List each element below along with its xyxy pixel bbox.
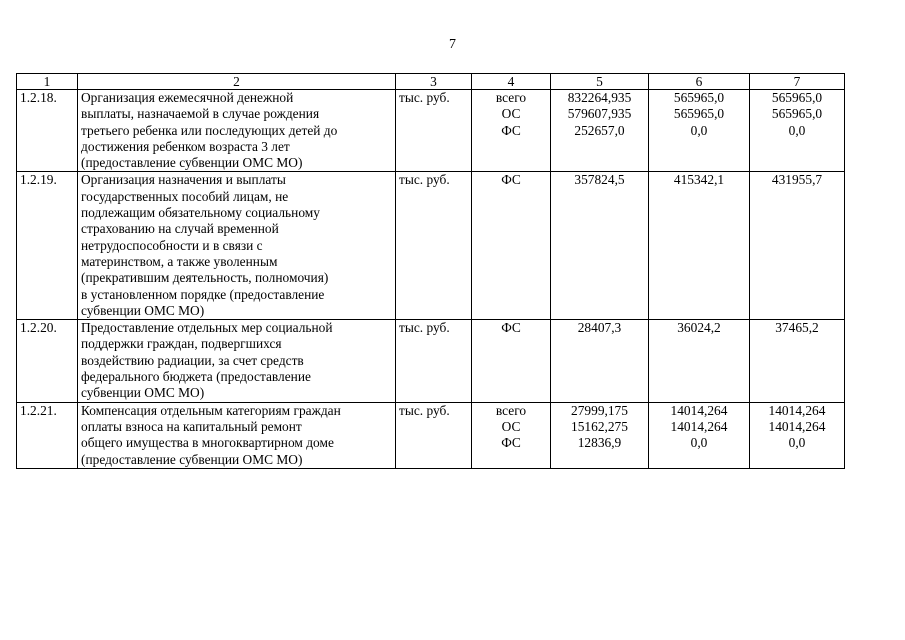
measure-name-line: поддержки граждан, подвергшихся bbox=[81, 336, 282, 352]
row-number: 1.2.21. bbox=[20, 402, 57, 418]
table-row bbox=[17, 320, 845, 402]
value-col5-cell bbox=[551, 90, 649, 172]
value-col5-cell bbox=[551, 402, 649, 468]
value-col5: 15162,275 bbox=[571, 418, 628, 434]
header-col-1: 1 bbox=[17, 74, 78, 90]
value-col7-cell bbox=[750, 320, 845, 402]
value-col5: 579607,935 bbox=[567, 106, 632, 122]
row-number-cell bbox=[17, 320, 78, 402]
page-number: 7 bbox=[449, 37, 456, 52]
unit-label: тыс. руб. bbox=[399, 402, 450, 418]
value-col7: 14014,264 bbox=[768, 418, 826, 434]
unit-label: тыс. руб. bbox=[399, 320, 450, 336]
value-col6-cell bbox=[649, 320, 750, 402]
budget-table bbox=[16, 73, 845, 469]
unit-cell bbox=[396, 90, 472, 172]
table-body bbox=[17, 90, 845, 469]
header-row bbox=[17, 74, 845, 90]
measure-name-line: (прекратившим деятельность, полномочия) bbox=[81, 270, 329, 286]
funding-source: всего bbox=[495, 90, 527, 105]
table-row bbox=[17, 90, 845, 172]
row-number: 1.2.20. bbox=[20, 320, 57, 336]
value-col6: 0,0 bbox=[690, 122, 708, 138]
unit-cell bbox=[396, 320, 472, 402]
measure-name-line: федерального бюджета (предоставление bbox=[81, 369, 311, 385]
value-col7: 0,0 bbox=[788, 122, 806, 138]
measure-name-line: Организация назначения и выплаты bbox=[81, 172, 286, 188]
value-col5: 28407,3 bbox=[577, 320, 622, 336]
measure-name-cell bbox=[78, 172, 396, 320]
funding-source: ФС bbox=[501, 320, 521, 336]
row-number-cell bbox=[17, 172, 78, 320]
unit-cell bbox=[396, 402, 472, 468]
value-col7: 565965,0 bbox=[771, 90, 823, 105]
value-col6-cell bbox=[649, 172, 750, 320]
measure-name-cell bbox=[78, 402, 396, 468]
unit-cell bbox=[396, 172, 472, 320]
value-col5-cell bbox=[551, 172, 649, 320]
funding-source: ОС bbox=[501, 106, 521, 122]
value-col7-cell bbox=[750, 90, 845, 172]
value-col5-cell bbox=[551, 320, 649, 402]
measure-name-line: воздействию радиации, за счет средств bbox=[81, 352, 304, 368]
value-col5: 27999,175 bbox=[571, 402, 628, 418]
value-col7: 431955,7 bbox=[771, 172, 823, 188]
measure-name-line: достижения ребенком возраста 3 лет bbox=[81, 138, 290, 154]
measure-name-line: государственных пособий лицам, не bbox=[81, 188, 289, 204]
measure-name-line: третьего ребенка или последующих детей до bbox=[81, 122, 338, 138]
table-row bbox=[17, 402, 845, 468]
funding-source: ФС bbox=[501, 122, 521, 138]
value-col7-cell bbox=[750, 402, 845, 468]
value-col6-cell bbox=[649, 402, 750, 468]
measure-name-line: материнством, а также уволенным bbox=[81, 253, 278, 269]
header-col-3: 3 bbox=[396, 74, 472, 90]
measure-name-line: подлежащим обязательному социальному bbox=[81, 205, 320, 221]
value-col7: 565965,0 bbox=[771, 106, 823, 122]
value-col6: 14014,264 bbox=[670, 418, 728, 434]
value-col6: 0,0 bbox=[690, 435, 708, 451]
measure-name-line: Предоставление отдельных мер социальной bbox=[81, 320, 333, 336]
measure-name-cell bbox=[78, 320, 396, 402]
table-header bbox=[17, 74, 845, 90]
funding-source: всего bbox=[495, 402, 527, 418]
value-col6: 415342,1 bbox=[673, 172, 725, 188]
measure-name-line: в установленном порядке (предоставление bbox=[81, 286, 325, 302]
value-col6-cell bbox=[649, 90, 750, 172]
header-col-6: 6 bbox=[649, 74, 750, 90]
value-col5: 252657,0 bbox=[574, 122, 625, 138]
funding-source: ФС bbox=[501, 435, 521, 451]
row-number: 1.2.18. bbox=[20, 90, 57, 105]
value-col6: 565965,0 bbox=[673, 90, 725, 105]
measure-name-line: общего имущества в многоквартирном доме bbox=[81, 435, 334, 451]
measure-name-line: оплаты взноса на капитальный ремонт bbox=[81, 418, 302, 434]
value-col7-cell bbox=[750, 172, 845, 320]
header-col-4: 4 bbox=[472, 74, 551, 90]
value-col6: 14014,264 bbox=[670, 402, 728, 418]
value-col5: 12836,9 bbox=[577, 435, 622, 451]
measure-name-line: Компенсация отдельным категориям граждан bbox=[81, 402, 341, 418]
funding-source-cell bbox=[472, 320, 551, 402]
table-row bbox=[17, 172, 845, 320]
header-col-5: 5 bbox=[551, 74, 649, 90]
header-col-2: 2 bbox=[78, 74, 396, 90]
measure-name-line: нетрудоспособности и в связи с bbox=[81, 237, 263, 253]
funding-source-cell bbox=[472, 402, 551, 468]
measure-name-cell bbox=[78, 90, 396, 172]
measure-name-line: страхованию на случай временной bbox=[81, 221, 279, 237]
unit-label: тыс. руб. bbox=[399, 90, 450, 105]
funding-source: ФС bbox=[501, 172, 521, 188]
value-col6: 36024,2 bbox=[677, 320, 721, 336]
funding-source-cell bbox=[472, 90, 551, 172]
measure-name-line: Организация ежемесячной денежной bbox=[81, 90, 294, 105]
unit-label: тыс. руб. bbox=[399, 172, 450, 188]
value-col7: 0,0 bbox=[788, 435, 806, 451]
measure-name-line: субвенции ОМС МО) bbox=[81, 385, 205, 401]
measure-name-line: (предоставление субвенции ОМС МО) bbox=[81, 155, 303, 171]
measure-name-line: (предоставление субвенции ОМС МО) bbox=[81, 451, 303, 467]
measure-name-line: выплаты, назначаемой в случае рождения bbox=[81, 106, 320, 122]
measure-name-line: субвенции ОМС МО) bbox=[81, 302, 205, 318]
value-col5: 357824,5 bbox=[574, 172, 625, 188]
value-col7: 37465,2 bbox=[775, 320, 819, 336]
row-number-cell bbox=[17, 90, 78, 172]
row-number-cell bbox=[17, 402, 78, 468]
funding-source: ОС bbox=[501, 418, 521, 434]
row-number: 1.2.19. bbox=[20, 172, 57, 188]
value-col5: 832264,935 bbox=[567, 90, 632, 105]
header-col-7: 7 bbox=[750, 74, 845, 90]
value-col7: 14014,264 bbox=[768, 402, 826, 418]
value-col6: 565965,0 bbox=[673, 106, 725, 122]
funding-source-cell bbox=[472, 172, 551, 320]
